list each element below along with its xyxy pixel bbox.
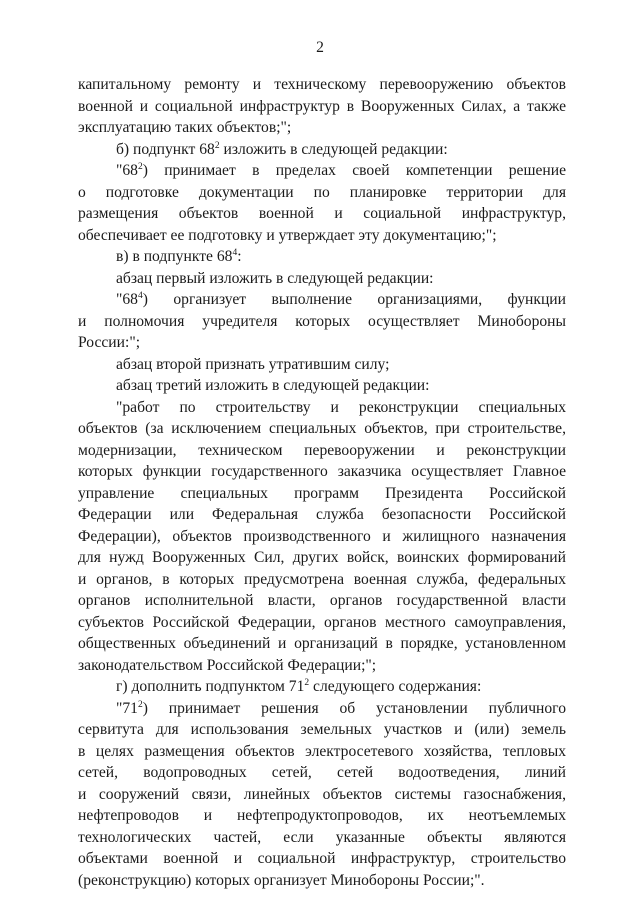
text-segment: ) организует выполнение организациями, функции — [142, 291, 566, 308]
text-segment: капитальному ремонту и техническому перевооружению объектов — [78, 76, 566, 93]
document-body — [78, 74, 566, 891]
text-segment: технологических частей, если указанные объекты являются — [78, 828, 566, 846]
text-line — [78, 461, 566, 483]
text-line — [78, 139, 566, 161]
text-line — [78, 762, 566, 784]
text-line — [78, 504, 566, 526]
text-segment: субъектов Российской Федерации, органов местного самоуправления, — [78, 613, 566, 631]
text-line — [78, 676, 566, 698]
text-segment: изложить в следующей редакции: — [219, 140, 448, 158]
superscript: 2 — [304, 678, 310, 688]
text-segment: ) принимает в пределах своей компетенции решение — [142, 162, 566, 179]
text-segment: г) дополнить подпунктом 71 — [116, 678, 305, 695]
text-line — [78, 784, 566, 806]
text-line — [78, 160, 566, 182]
text-segment: законодательством Российской Федерации;"; — [78, 656, 377, 674]
text-line — [78, 332, 566, 354]
text-line — [78, 246, 566, 268]
text-segment: "работ по строительству и реконструкции специальных — [116, 398, 566, 416]
text-line — [78, 418, 566, 440]
text-segment: управление специальных программ Президента Российской — [78, 484, 566, 502]
text-segment: Федерации или Федеральная служба безопасности Российской — [78, 506, 566, 523]
text-line — [78, 569, 566, 591]
superscript: 4 — [137, 291, 143, 301]
text-segment: следующего содержания: — [309, 678, 482, 695]
text-segment: абзац второй признать утратившим силу; — [116, 355, 390, 373]
text-segment: нефтепроводов и нефтепродуктопроводов, их неотъемлемых — [78, 807, 566, 824]
text-line — [78, 182, 566, 204]
text-line — [78, 203, 566, 225]
text-line — [78, 741, 566, 763]
text-line — [78, 612, 566, 634]
text-segment: Федерации), объектов производственного и жилищного назначения — [78, 527, 566, 545]
text-line — [78, 225, 566, 247]
text-segment: в целях размещения объектов электросетевого хозяйства, тепловых — [78, 742, 566, 760]
text-line — [78, 375, 566, 397]
text-segment: сервитута для использования земельных участков и (или) земель — [78, 721, 566, 738]
text-segment: размещения объектов военной и социальной инфраструктур, — [78, 205, 566, 222]
text-line — [78, 870, 566, 892]
text-segment: модернизации, техническом перевооружении и реконструкции — [78, 441, 566, 459]
text-segment: и органов, в которых предусмотрена военная служба, федеральных — [78, 570, 566, 588]
text-line — [78, 483, 566, 505]
text-line — [78, 289, 566, 311]
text-segment: России:"; — [78, 334, 141, 351]
page-number: 2 — [316, 39, 324, 56]
text-segment: и полномочия учредителя которых осуществляет Минобороны — [78, 312, 566, 330]
superscript: 4 — [232, 248, 238, 258]
text-segment: абзац первый изложить в следующей редакции: — [116, 269, 434, 287]
superscript: 2 — [214, 140, 220, 151]
text-line — [78, 805, 566, 827]
text-line — [78, 827, 566, 849]
text-line — [78, 590, 566, 612]
text-line — [78, 526, 566, 548]
text-line — [78, 848, 566, 870]
superscript: 2 — [137, 162, 143, 172]
text-segment: объектами военной и социальной инфраструктур, строительство — [78, 850, 566, 867]
text-segment: о подготовке документации по планировке территории для — [78, 183, 566, 201]
superscript: 2 — [137, 699, 143, 710]
text-line — [78, 268, 566, 290]
text-line — [78, 354, 566, 376]
text-line — [78, 96, 566, 118]
text-segment: органов исполнительной власти, органов государственной власти — [78, 592, 566, 609]
text-segment: ) принимает решения об установлении публичного — [142, 699, 566, 717]
text-segment: общественных объединений и организаций в порядке, установленном — [78, 635, 566, 652]
text-segment: сетей, водопроводных сетей, сетей водоотведения, линий — [78, 764, 566, 781]
text-line — [78, 440, 566, 462]
text-segment: военной и социальной инфраструктур в Вооруженных Силах, а также — [78, 97, 566, 115]
text-line — [78, 655, 566, 677]
text-line — [78, 74, 566, 96]
text-line — [78, 117, 566, 139]
text-segment: для нужд Вооруженных Сил, других войск, воинских формирований — [78, 549, 566, 566]
text-line — [78, 633, 566, 655]
text-segment: : — [237, 248, 242, 265]
text-segment: и сооружений связи, линейных объектов системы газоснабжения, — [78, 785, 566, 803]
text-segment: "71 — [116, 699, 138, 717]
text-line — [78, 698, 566, 720]
text-segment: которых функции государственного заказчика осуществляет Главное — [78, 463, 566, 480]
text-line — [78, 311, 566, 333]
text-segment: б) подпункт 68 — [116, 140, 215, 158]
text-segment: (реконструкцию) которых организует Минобороны России;". — [78, 871, 485, 889]
text-line — [78, 719, 566, 741]
text-segment: эксплуатацию таких объектов;"; — [78, 119, 292, 136]
text-segment: в) в подпункте 68 — [116, 248, 233, 265]
text-segment: абзац третий изложить в следующей редакции: — [116, 377, 430, 394]
text-segment: объектов (за исключением специальных объектов, при строительстве, — [78, 420, 566, 437]
text-line — [78, 547, 566, 569]
text-segment: "68 — [116, 162, 138, 179]
text-segment: обеспечивает ее подготовку и утверждает эту документацию;"; — [78, 226, 497, 244]
text-line — [78, 397, 566, 419]
text-segment: "68 — [116, 291, 138, 308]
